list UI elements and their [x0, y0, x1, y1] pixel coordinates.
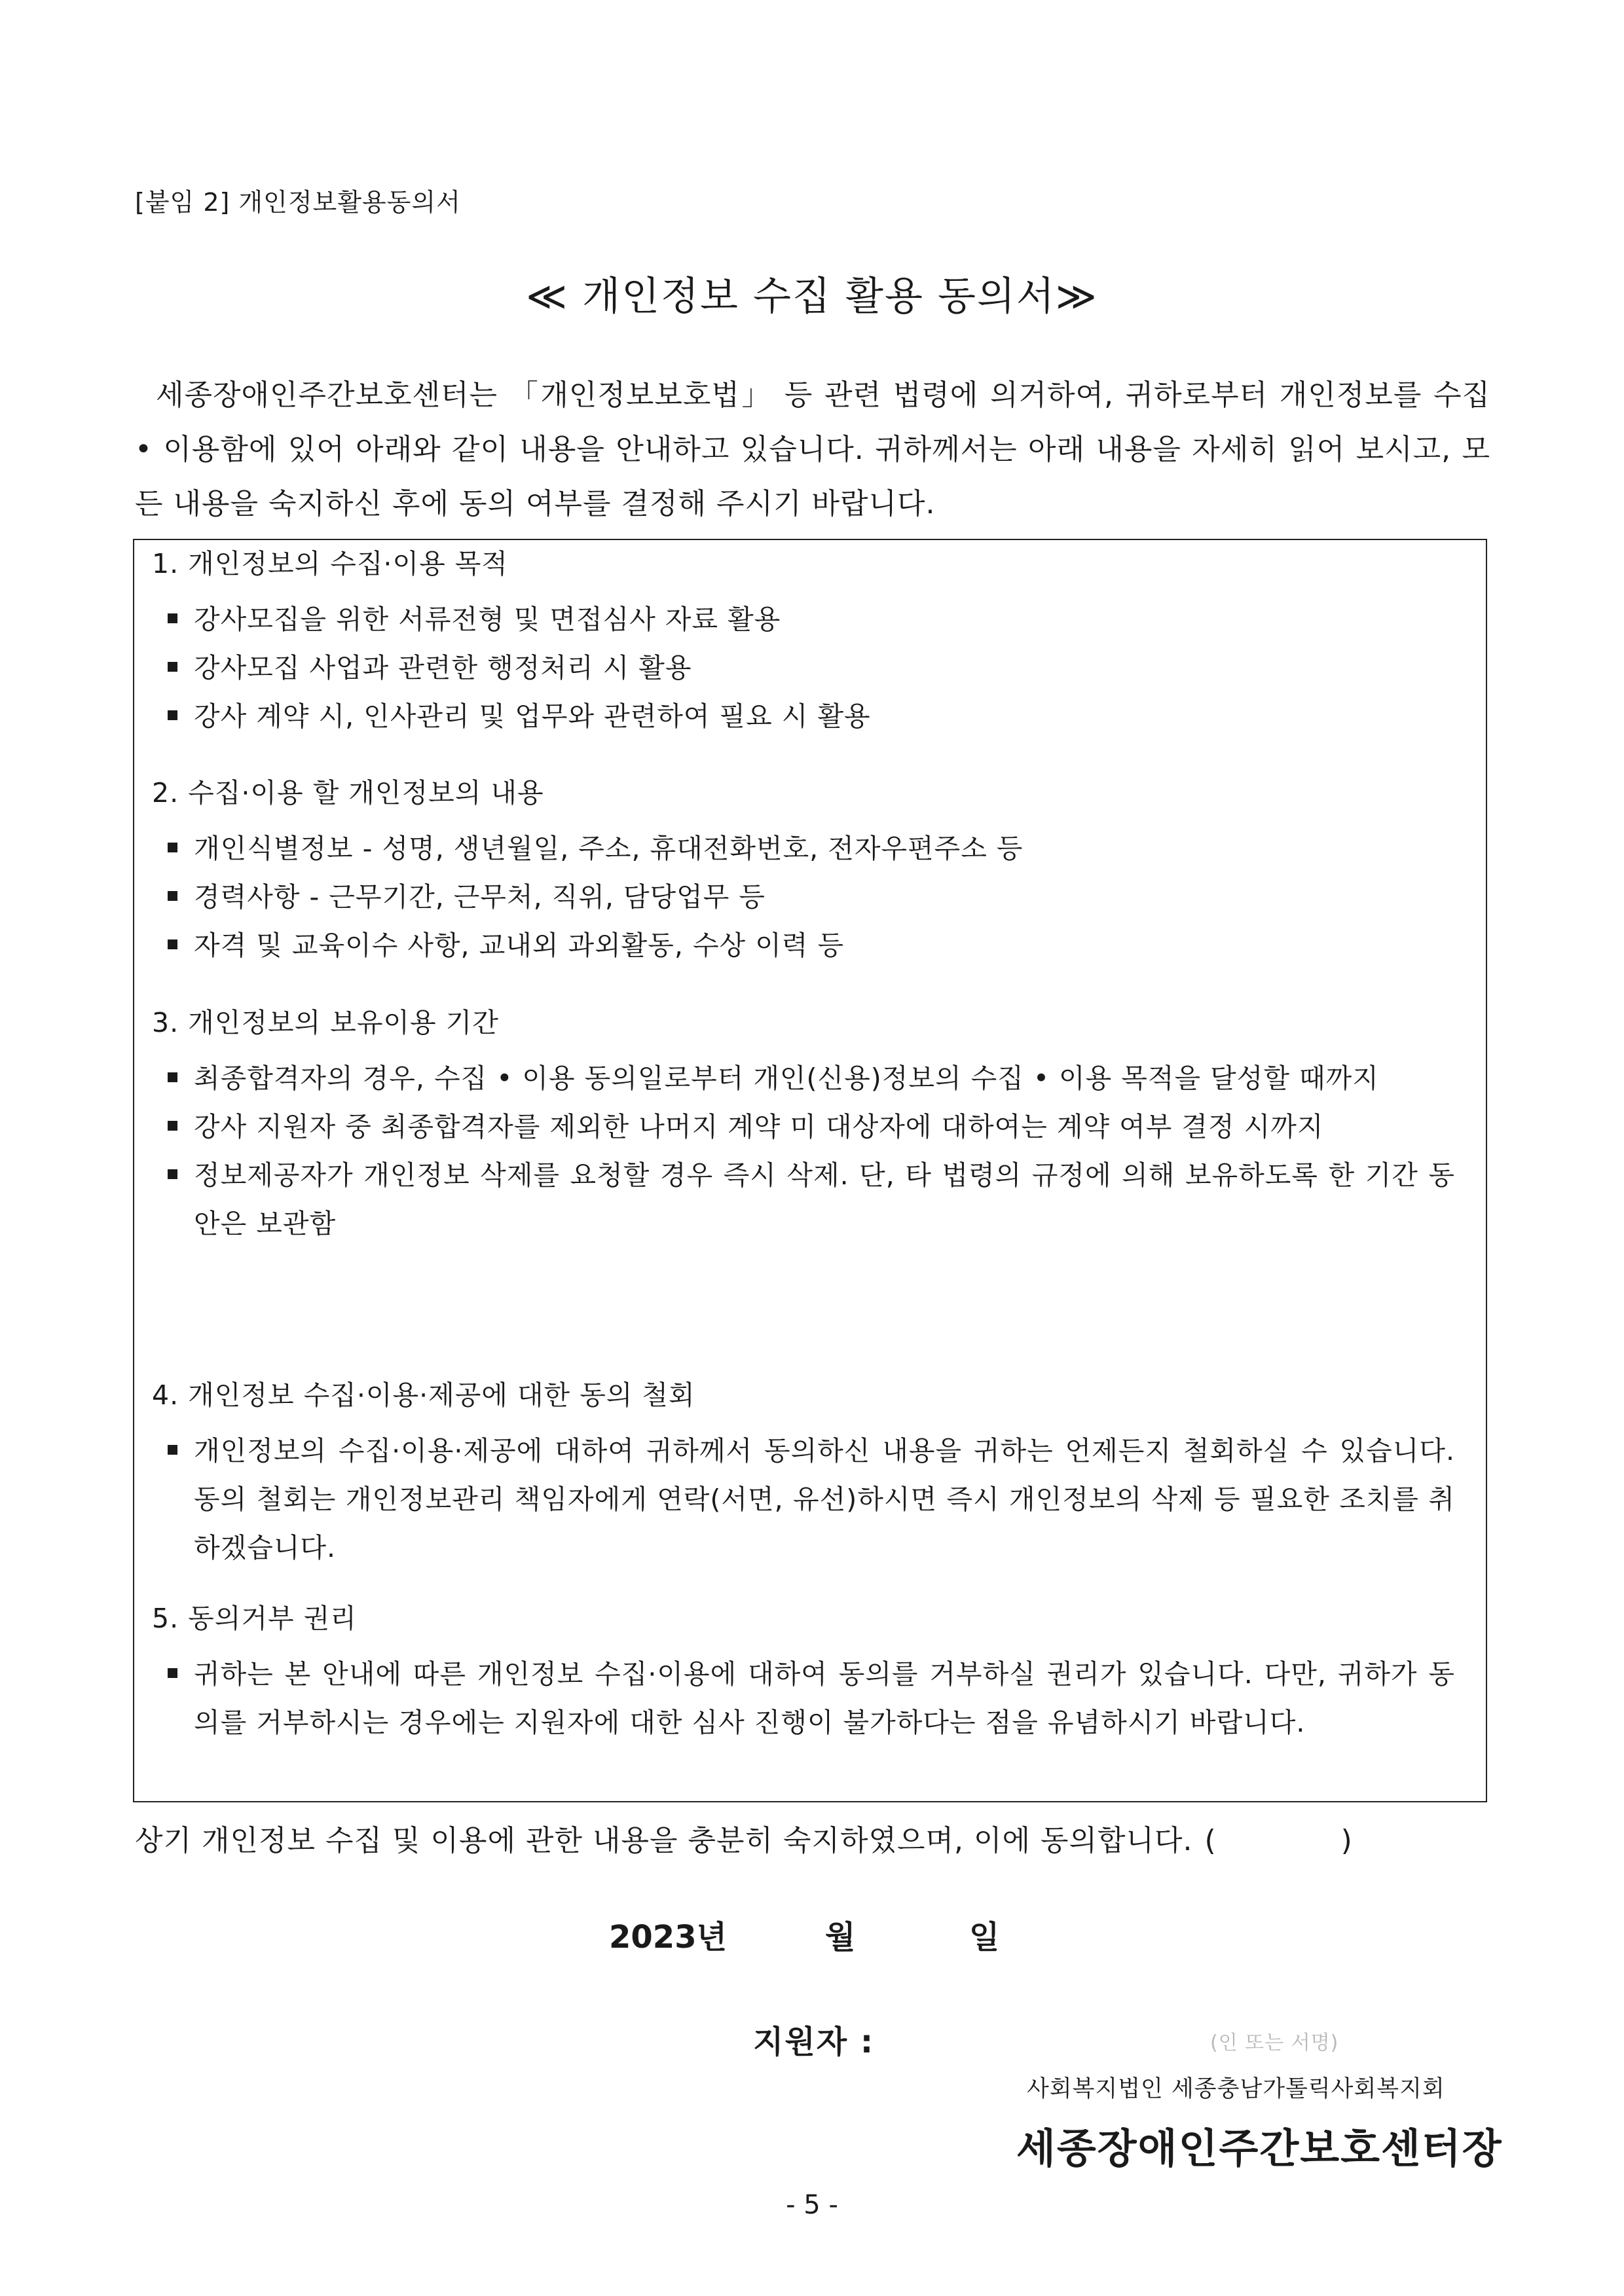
- item-text: 강사모집을 위한 서류전형 및 면접심사 자료 활용: [194, 604, 781, 635]
- section-heading: 1. 개인정보의 수집·이용 목적: [152, 548, 508, 579]
- item-text: 강사 계약 시, 인사관리 및 업무와 관련하여 필요 시 활용: [194, 701, 871, 732]
- list-item: [152, 644, 1455, 692]
- list-item: [152, 1054, 1455, 1102]
- section-retention: [152, 1007, 1455, 1248]
- organization-name: 사회복지법인 세종충남가톨릭사회복지회: [1027, 2076, 1445, 2102]
- item-text: 개인식별정보 - 성명, 생년월일, 주소, 휴대전화번호, 전자우편주소 등: [194, 833, 1024, 864]
- square-bullet-icon: [168, 613, 177, 623]
- agreement-paren-open: (: [1204, 1824, 1217, 1857]
- section-heading: 2. 수집·이용 할 개인정보의 내용: [152, 777, 544, 809]
- square-bullet-icon: [168, 1072, 177, 1082]
- attachment-label: [붙임 2] 개인정보활용동의서: [135, 188, 461, 217]
- list-item: [152, 1427, 1455, 1572]
- item-text: 자격 및 교육이수 사항, 교내외 과외활동, 수상 이력 등: [194, 930, 845, 961]
- consent-info-box: [133, 539, 1487, 1802]
- square-bullet-icon: [168, 662, 177, 672]
- list-item: [152, 873, 1455, 921]
- director-title: 세종장애인주간보호센터장: [1016, 2124, 1503, 2172]
- section-heading: 3. 개인정보의 보유이용 기간: [152, 1007, 499, 1038]
- item-text: 강사 지원자 중 최종합격자를 제외한 나머지 계약 미 대상자에 대하여는 계약 여부 결정 시까지: [194, 1111, 1324, 1142]
- section-purpose: [152, 548, 1455, 740]
- item-text: 경력사항 - 근무기간, 근무처, 직위, 담당업무 등: [194, 881, 766, 913]
- page-number: - 5 -: [786, 2190, 838, 2220]
- document-title: ≪ 개인정보 수집 활용 동의서≫: [526, 274, 1098, 319]
- list-item: [152, 692, 1455, 740]
- list-item: [152, 824, 1455, 873]
- date-year: 2023년: [609, 1919, 727, 1956]
- item-text: 귀하는 본 안내에 따른 개인정보 수집·이용에 대하여 동의를 거부하실 권리가 있습니다. 다만, 귀하가 동의를 거부하시는 경우에는 지원자에 대한 심사 진행이 불가하다는 점을 유념하시기 바랍니다.: [194, 1658, 1455, 1738]
- item-text: 개인정보의 수집·이용·제공에 대하여 귀하께서 동의하신 내용을 귀하는 언제든지 철회하실 수 있습니다. 동의 철회는 개인정보관리 책임자에게 연락(서면, 유선)하시면 즉시 개인정보의 삭제 등 필요한 조치를 취하겠습니다.: [194, 1435, 1455, 1563]
- item-text: 정보제공자가 개인정보 삭제를 요청할 경우 즉시 삭제. 단, 타 법령의 규정에 의해 보유하도록 한 기간 동안은 보관함: [194, 1159, 1455, 1239]
- square-bullet-icon: [168, 1169, 177, 1179]
- square-bullet-icon: [168, 891, 177, 901]
- square-bullet-icon: [168, 939, 177, 949]
- list-item: [152, 1650, 1455, 1747]
- square-bullet-icon: [168, 1121, 177, 1131]
- list-item: [152, 1102, 1455, 1151]
- intro-paragraph: 세종장애인주간보호센터는 「개인정보보호법」 등 관련 법령에 의거하여, 귀하로부터 개인정보를 수집 • 이용함에 있어 아래와 같이 내용을 안내하고 있습니다. 귀하께서는 아래 내용을 자세히 읽어 보시고, 모든 내용을 숙지하신 후에 동의 여부를 결정해 주시기 바랍니다.: [135, 378, 1490, 520]
- date-day: 일: [969, 1919, 1000, 1956]
- section-heading: 5. 동의거부 권리: [152, 1603, 357, 1634]
- section-refusal-right: [152, 1603, 1455, 1747]
- section-heading: 4. 개인정보 수집·이용·제공에 대한 동의 철회: [152, 1379, 695, 1411]
- square-bullet-icon: [168, 1445, 177, 1455]
- square-bullet-icon: [168, 1668, 177, 1678]
- list-item: [152, 595, 1455, 644]
- square-bullet-icon: [168, 843, 177, 852]
- list-item: [152, 1151, 1455, 1248]
- square-bullet-icon: [168, 710, 177, 720]
- list-item: [152, 921, 1455, 970]
- agreement-paren-close: ): [1340, 1824, 1353, 1857]
- item-text: 강사모집 사업과 관련한 행정처리 시 활용: [194, 652, 692, 683]
- date-month: 월: [825, 1919, 856, 1956]
- section-withdrawal: [152, 1379, 1455, 1572]
- section-contents: [152, 777, 1455, 970]
- applicant-label: 지원자 :: [753, 2024, 875, 2060]
- seal-or-signature-note: (인 또는 서명): [1210, 2032, 1339, 2054]
- agreement-text: 상기 개인정보 수집 및 이용에 관한 내용을 충분히 숙지하였으며, 이에 동의합니다.: [135, 1824, 1193, 1857]
- item-text: 최종합격자의 경우, 수집 • 이용 동의일로부터 개인(신용)정보의 수집 • 이용 목적을 달성할 때까지: [194, 1063, 1379, 1094]
- agreement-statement: [135, 1817, 1353, 1859]
